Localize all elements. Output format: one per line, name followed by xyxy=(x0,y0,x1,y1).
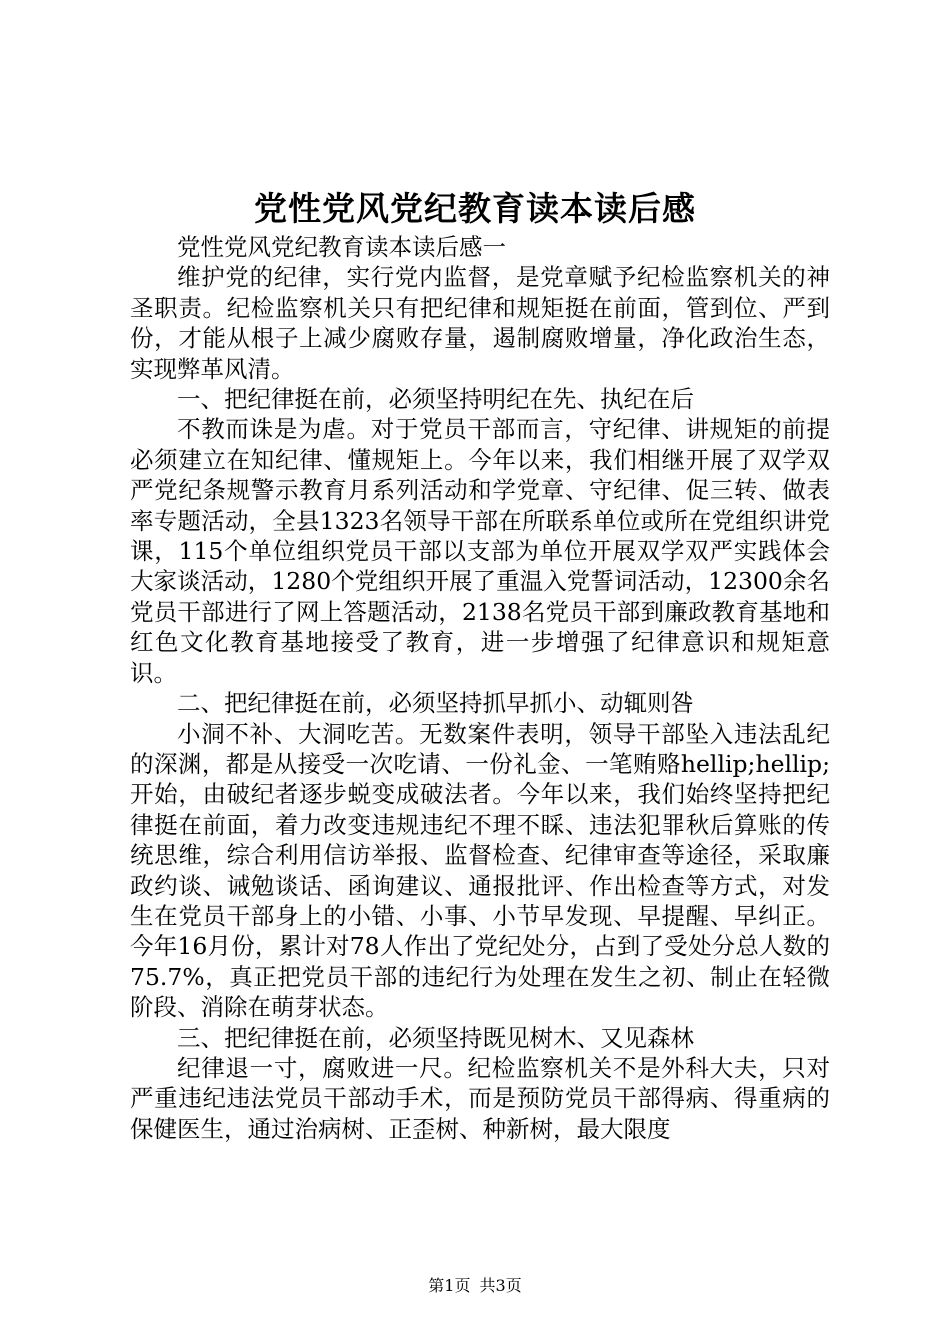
section-3-paragraph: 纪律退一寸，腐败进一尺。纪检监察机关不是外科大夫，只对严重违纪违法党员干部动手术，而是预防党员干部得病、得重病的保健医生，通过治病树、正歪树、种新树，最大限度 xyxy=(130,1053,830,1143)
section-2-paragraph: 小洞不补、大洞吃苦。无数案件表明，领导干部坠入违法乱纪的深渊，都是从接受一次吃请、一份礼金、一笔贿赂hellip;hellip;开始，由破纪者逐步蜕变成破法者。今年以来，我们始终坚持把纪律挺在前面，着力改变违规违纪不理不睬、违法犯罪秋后算账的传统思维，综合利用信访举报、监督检查、纪律审查等途径，采取廉政约谈、诫勉谈话、函询建议、通报批评、作出检查等方式，对发生在党员干部身上的小错、小事、小节早发现、早提醒、早纠正。今年16月份，累计对78人作出了党纪处分，占到了受处分总人数的75.7%，真正把党员干部的违纪行为处理在发生之初、制止在轻微阶段、消除在萌芽状态。 xyxy=(130,719,830,1022)
subtitle-paragraph: 党性党风党纪教育读本读后感一 xyxy=(177,233,506,261)
document-title: 党性党风党纪教育读本读后感 xyxy=(254,189,696,228)
section-1-paragraph: 不教而诛是为虐。对于党员干部而言，守纪律、讲规矩的前提必须建立在知纪律、懂规矩上。今年以来，我们相继开展了双学双严党纪条规警示教育月系列活动和学党章、守纪律、促三转、做表率专题活动，全县1323名领导干部在所联系单位或所在党组织讲党课，115个单位组织党员干部以支部为单位开展双学双严实践体会大家谈活动，1280个党组织开展了重温入党誓词活动，12300余名党员干部进行了网上答题活动，2138名党员干部到廉政教育基地和红色文化教育基地接受了教育，进一步增强了纪律意识和规矩意识。 xyxy=(130,415,830,687)
page-footer xyxy=(0,1275,950,1297)
section-heading-3: 三、把纪律挺在前，必须坚持既见树木、又见森林 xyxy=(177,1023,694,1052)
page-number: 第1页 xyxy=(428,1276,471,1295)
page-total: 共3页 xyxy=(479,1276,522,1295)
section-heading-2: 二、把纪律挺在前，必须坚持抓早抓小、动辄则咎 xyxy=(177,689,694,718)
section-heading-1: 一、把纪律挺在前，必须坚持明纪在先、执纪在后 xyxy=(177,385,694,414)
intro-paragraph: 维护党的纪律，实行党内监督，是党章赋予纪检监察机关的神圣职责。纪检监察机关只有把纪律和规矩挺在前面，管到位、严到份，才能从根子上减少腐败存量，遏制腐败增量，净化政治生态，实现弊革风清。 xyxy=(130,263,830,383)
document-body xyxy=(130,232,830,1144)
